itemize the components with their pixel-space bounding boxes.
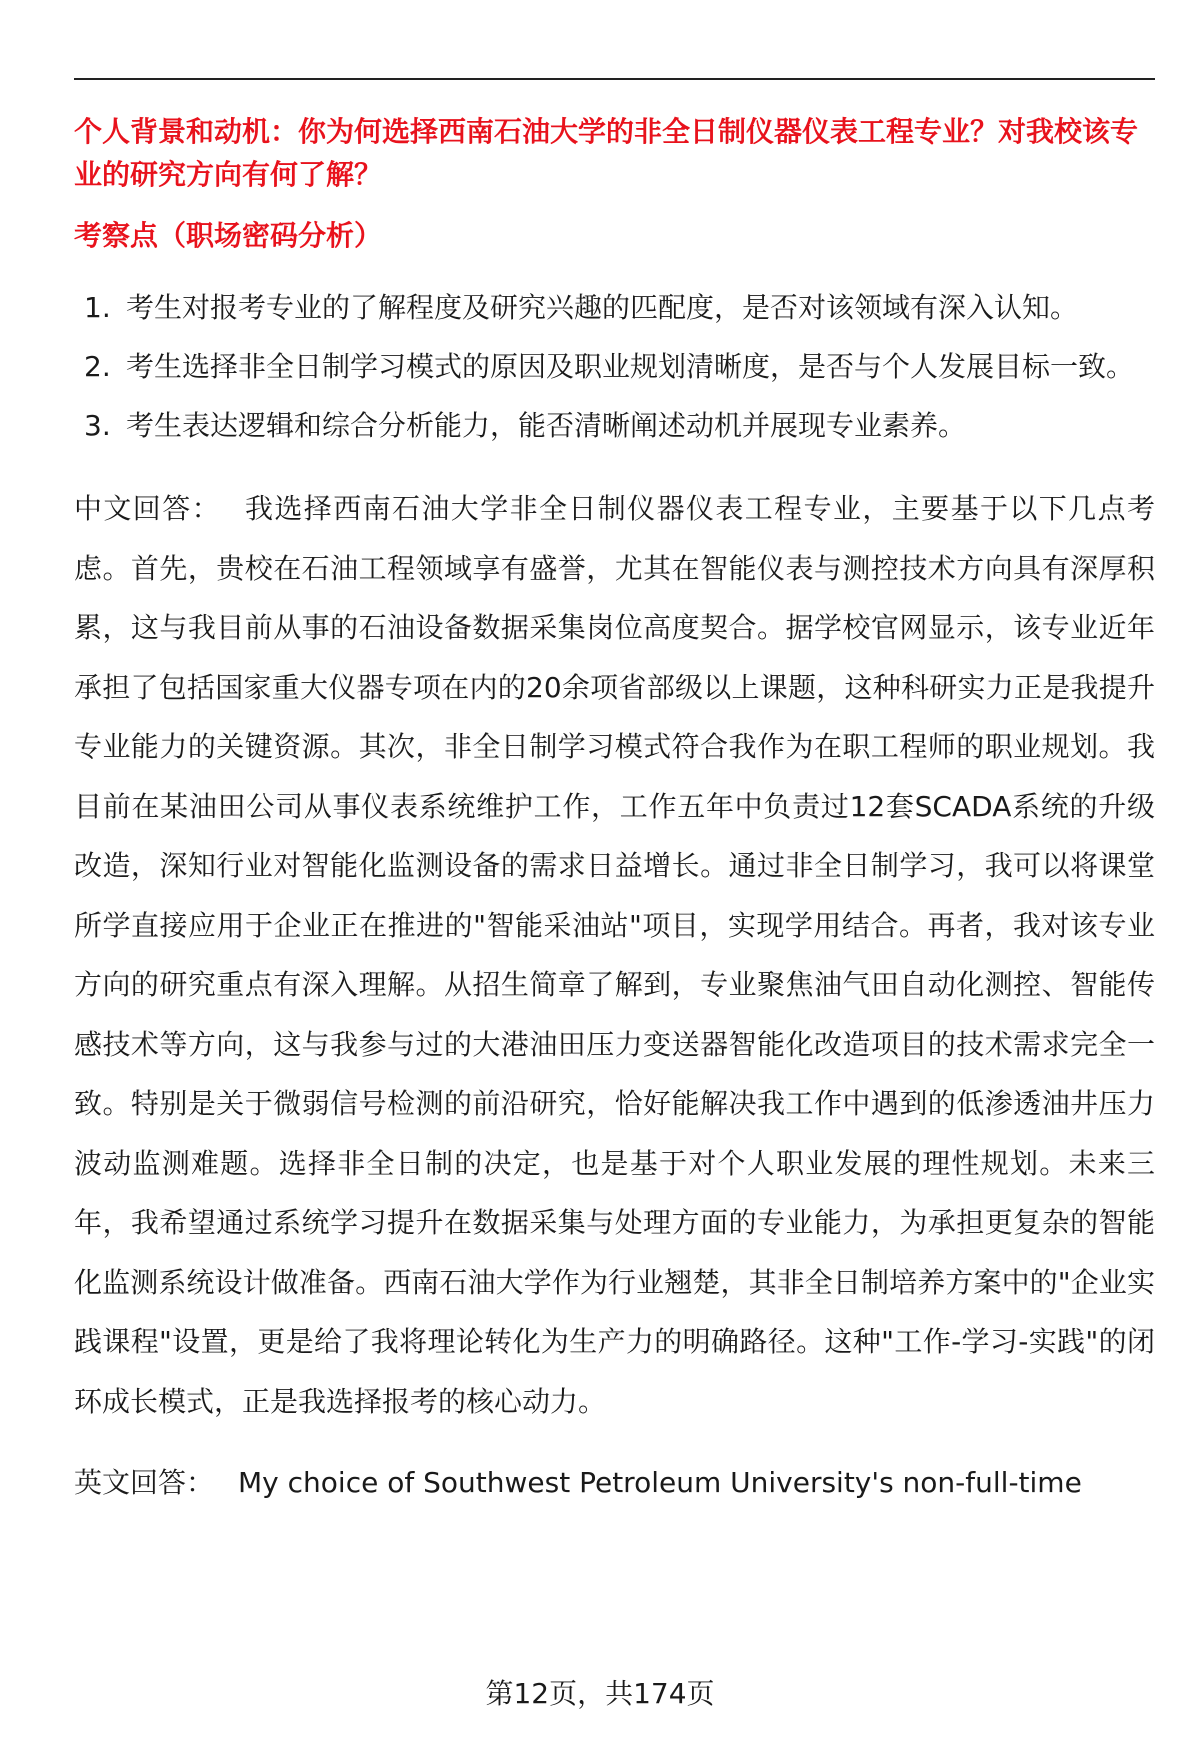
english-answer-text: My choice of Southwest Petroleum University's non-full-time <box>238 1466 1082 1499</box>
list-item-number: 2. <box>84 350 111 383</box>
page-number: 第12页，共174页 <box>485 1677 715 1710</box>
list-item <box>74 278 1155 337</box>
list-item-text: 考生对报考专业的了解程度及研究兴趣的匹配度，是否对该领域有深入认知。 <box>126 291 1079 324</box>
list-item-text: 考生表达逻辑和综合分析能力，能否清晰阐述动机并展现专业素养。 <box>126 409 967 442</box>
list-item <box>74 396 1155 455</box>
list-item-number: 1. <box>84 291 111 324</box>
top-divider <box>74 78 1155 80</box>
chinese-answer <box>74 479 1155 1431</box>
list-item-text: 考生选择非全日制学习模式的原因及职业规划清晰度，是否与个人发展目标一致。 <box>126 350 1135 383</box>
chinese-answer-label: 中文回答： <box>74 492 221 525</box>
english-answer-label: 英文回答： <box>74 1466 215 1499</box>
key-points-heading: 考察点（职场密码分析） <box>74 219 383 252</box>
key-points-list <box>74 278 1155 455</box>
english-answer <box>74 1453 1155 1512</box>
document-body <box>74 110 1155 1512</box>
list-item <box>74 337 1155 396</box>
list-item-number: 3. <box>84 409 111 442</box>
question-heading: 个人背景和动机：你为何选择西南石油大学的非全日制仪器仪表工程专业？对我校该专业的研究方向有何了解？ <box>74 115 1139 191</box>
chinese-answer-text: 我选择西南石油大学非全日制仪器仪表工程专业，主要基于以下几点考虑。首先，贵校在石油工程领域享有盛誉，尤其在智能仪表与测控技术方向具有深厚积累，这与我目前从事的石油设备数据采集岗位高度契合。据学校官网显示，该专业近年承担了包括国家重大仪器专项在内的20余项省部级以上课题，这种科研实力正是我提升专业能力的关键资源。其次，非全日制学习模式符合我作为在职工程师的职业规划。我目前在某油田公司从事仪表系统维护工作，工作五年中负责过12套SCADA系统的升级改造，深知行业对智能化监测设备的需求日益增长。通过非全日制学习，我可以将课堂所学直接应用于企业正在推进的"智能采油站"项目，实现学用结合。再者，我对该专业方向的研究重点有深入理解。从招生简章了解到，专业聚焦油气田自动化测控、智能传感技术等方向，这与我参与过的大港油田压力变送器智能化改造项目的技术需求完全一致。特别是关于微弱信号检测的前沿研究，恰好能解决我工作中遇到的低渗透油井压力波动监测难题。选择非全日制的决定，也是基于对个人职业发展的理性规划。未来三年，我希望通过系统学习提升在数据采集与处理方面的专业能力，为承担更复杂的智能化监测系统设计做准备。西南石油大学作为行业翘楚，其非全日制培养方案中的"企业实践课程"设置，更是给了我将理论转化为生产力的明确路径。这种"工作-学习-实践"的闭环成长模式，正是我选择报考的核心动力。 <box>74 492 1155 1418</box>
